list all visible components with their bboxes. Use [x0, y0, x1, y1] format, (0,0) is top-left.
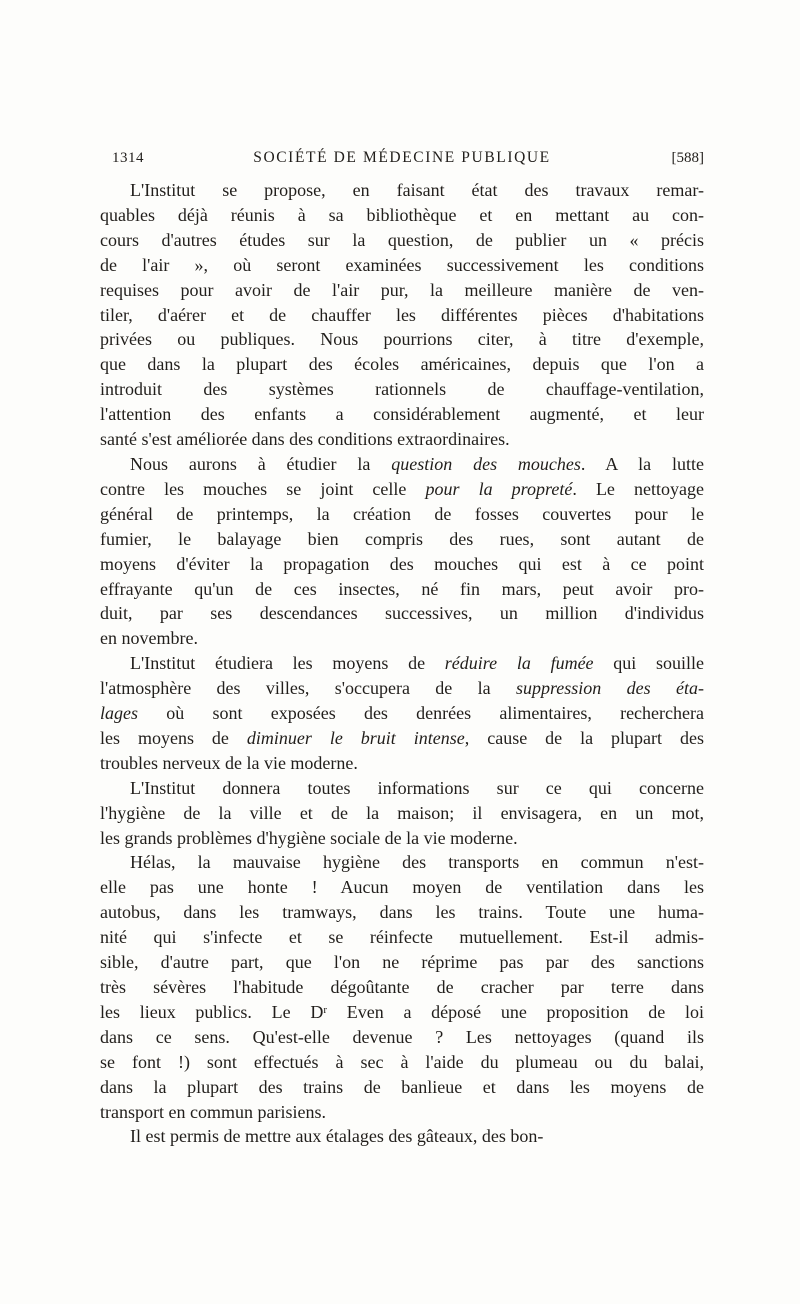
text-line: l'hygiène de la ville et de la maison; il envisagera, en un mot,: [100, 802, 704, 823]
paragraph: [100, 1124, 704, 1149]
paragraph: [100, 776, 704, 851]
text-line: elle pas une honte ! Aucun moyen de ventilation dans les: [100, 877, 704, 898]
text-line: autobus, dans les tramways, dans les trains. Toute une huma-: [100, 902, 704, 923]
text-line: L'Institut étudiera les moyens de réduire la fumée qui souille: [130, 653, 704, 674]
text-line: contre les mouches se joint celle pour la propreté. Le nettoyage: [100, 478, 704, 499]
page-number: 1314: [112, 150, 144, 166]
text-line: lages où sont exposées des denrées alimentaires, recherchera: [100, 703, 704, 724]
column-reference: [588]: [671, 150, 704, 166]
text-line: troubles nerveux de la vie moderne.: [100, 752, 358, 773]
text-line: fumier, le balayage bien compris des rues, sont autant de: [100, 528, 704, 549]
text-line: dans ce sens. Qu'est-elle devenue ? Les nettoyages (quand ils: [100, 1026, 704, 1047]
text-line: en novembre.: [100, 628, 198, 649]
text-line: de l'air », où seront examinées successivement les conditions: [100, 254, 704, 275]
page-header: [100, 149, 704, 167]
text-line: les moyens de diminuer le bruit intense, cause de la plupart des: [100, 727, 704, 748]
text-line: dans la plupart des trains de banlieue et dans les moyens de: [100, 1076, 704, 1097]
text-line: se font !) sont effectués à sec à l'aide du plumeau ou du balai,: [100, 1051, 704, 1072]
text-line: général de printemps, la création de fosses couvertes pour le: [100, 503, 704, 524]
text-line: L'Institut se propose, en faisant état des travaux remar-: [130, 180, 704, 200]
page-body: [100, 178, 704, 1149]
text-line: santé s'est améliorée dans des conditions extraordinaires.: [100, 429, 510, 450]
text-line: quables déjà réunis à sa bibliothèque et en mettant au con-: [100, 204, 704, 225]
paragraph: [100, 452, 704, 651]
text-line: l'atmosphère des villes, s'occupera de la suppression des éta-: [100, 678, 704, 699]
text-line: privées ou publiques. Nous pourrions citer, à titre d'exemple,: [100, 329, 704, 350]
text-line: très sévères l'habitude dégoûtante de cracher par terre dans: [100, 977, 704, 997]
text-line: duit, par ses descendances successives, un million d'individus: [100, 603, 704, 624]
text-line: les lieux publics. Le $D^r$ Even a déposé une proposition de loi: [100, 1001, 704, 1022]
text-line: que dans la plupart des écoles américaines, depuis que l'on a: [100, 354, 704, 375]
text-line: introduit des systèmes rationnels de chauffage-ventilation,: [100, 379, 704, 400]
text-line: les grands problèmes d'hygiène sociale de la vie moderne.: [100, 827, 518, 848]
text-line: transport en commun parisiens.: [100, 1101, 326, 1122]
text-line: tiler, d'aérer et de chauffer les différentes pièces d'habitations: [100, 304, 704, 325]
text-line: Il est permis de mettre aux étalages des gâteaux, des bon-: [130, 1126, 544, 1147]
text-line: Hélas, la mauvaise hygiène des transports en commun n'est-: [130, 852, 704, 873]
text-line: cours d'autres études sur la question, de publier un « précis: [100, 229, 704, 250]
paragraph: [100, 651, 704, 776]
text-line: requises pour avoir de l'air pur, la meilleure manière de ven-: [100, 279, 704, 300]
text-line: effrayante qu'un de ces insectes, né fin mars, peut avoir pro-: [100, 578, 704, 599]
page-content: [100, 149, 704, 1149]
text-line: l'attention des enfants a considérablement augmenté, et leur: [100, 404, 704, 425]
text-line: L'Institut donnera toutes informations sur ce qui concerne: [130, 777, 704, 798]
paragraph: [100, 178, 704, 452]
text-line: sible, d'autre part, que l'on ne réprime pas par des sanctions: [100, 952, 704, 973]
text-line: Nous aurons à étudier la question des mouches. A la lutte: [130, 453, 704, 474]
paragraph: [100, 850, 704, 1124]
text-line: moyens d'éviter la propagation des mouches qui est à ce point: [100, 553, 704, 574]
running-title: SOCIÉTÉ DE MÉDECINE PUBLIQUE: [253, 149, 551, 166]
text-line: nité qui s'infecte et se réinfecte mutuellement. Est-il admis-: [100, 927, 704, 948]
